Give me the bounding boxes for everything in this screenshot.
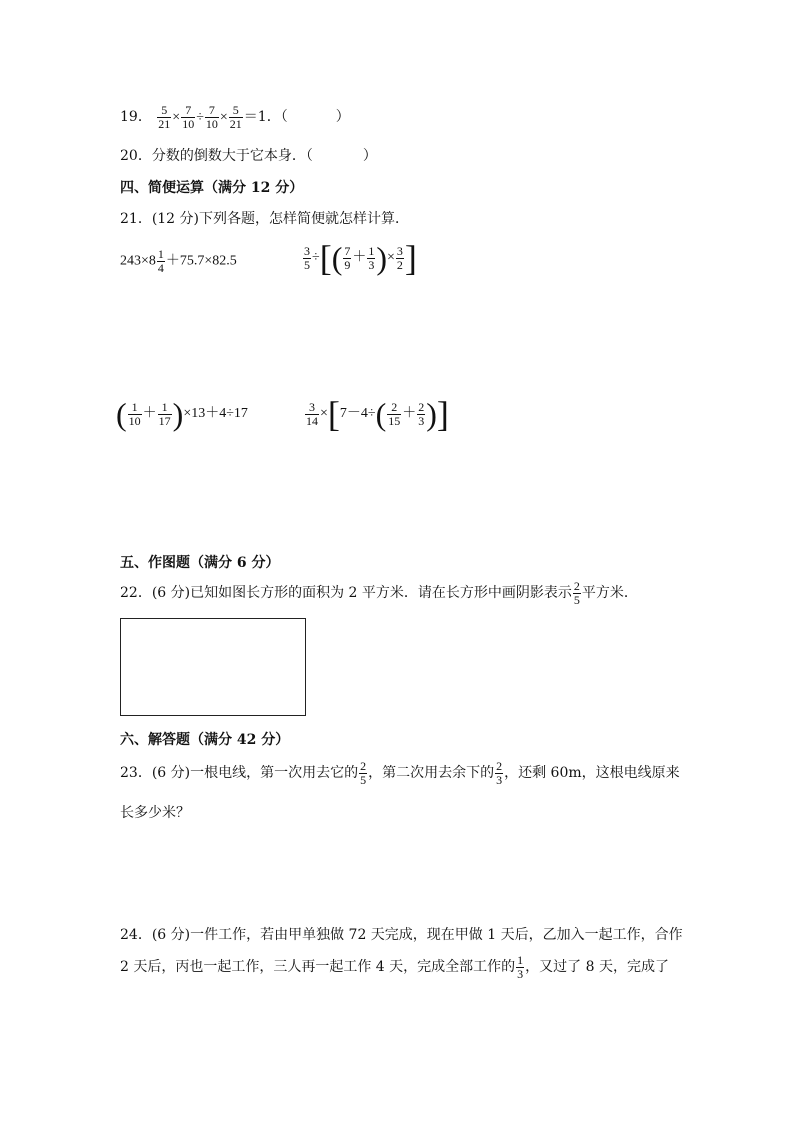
- question-20: 20．分数的倒数大于它本身．（ ）: [120, 148, 377, 164]
- question-23-line-2: 长多少米？: [120, 805, 190, 821]
- q19-fraction-3: $\frac{7}{10}$: [205, 103, 218, 131]
- q21-expression-2: $\frac{3}{5}$ ÷[( $\frac{7}{9}$ ＋ $\frac{1}{3}$ )× $\frac{3}{2}$ ]: [304, 238, 417, 278]
- section-4-heading: 四、简便运算（满分 12 分）: [120, 180, 304, 196]
- question-22: 22．(6 分)已知如图长方形的面积为 2 平方米．请在长方形中画阴影表示 $\frac{2}{5}$ 平方米．: [120, 579, 638, 607]
- q21-expression-4: $\frac{3}{14}$ ×[7－4÷( $\frac{2}{15}$ ＋ $\frac{2}{3}$ )]: [306, 394, 449, 434]
- question-19: 19． $\frac{5}{21}$ × $\frac{7}{10}$ ÷ $\frac{7}{10}$ × $\frac{5}{21}$ ＝1．（ ）: [120, 103, 350, 131]
- question-21: 21．(12 分)下列各题，怎样简便就怎样计算．: [120, 211, 410, 227]
- section-6-heading: 六、解答题（满分 42 分）: [120, 732, 290, 748]
- q19-fraction-4: $\frac{5}{21}$: [229, 103, 242, 131]
- question-23: 23．(6 分)一根电线，第一次用去它的 $\frac{2}{5}$ ，第二次用去余下的 $\frac{2}{3}$ ，还剩 60m，这根电线原来: [120, 759, 680, 787]
- q21-expression-3: ( $\frac{1}{10}$ ＋ $\frac{1}{17}$ )×13＋4÷17: [116, 396, 248, 432]
- q19-fraction-1: $\frac{5}{21}$: [158, 103, 171, 131]
- q19-number: 19．: [120, 109, 152, 126]
- q21-expression-1: 243×8 $\frac{1}{4}$ ＋75.7×82.5: [120, 247, 237, 275]
- question-24-line-2: 2 天后，丙也一起工作，三人再一起工作 4 天，完成全部工作的 $\frac{1}{3}$ ，又过了 8 天，完成了: [120, 953, 669, 981]
- q19-fraction-2: $\frac{7}{10}$: [182, 103, 195, 131]
- rectangle-drawing-area[interactable]: [120, 618, 306, 716]
- section-5-heading: 五、作图题（满分 6 分）: [120, 555, 280, 571]
- question-24: 24．(6 分)一件工作，若由甲单独做 72 天完成，现在甲做 1 天后，乙加入一起工作，合作: [120, 927, 683, 943]
